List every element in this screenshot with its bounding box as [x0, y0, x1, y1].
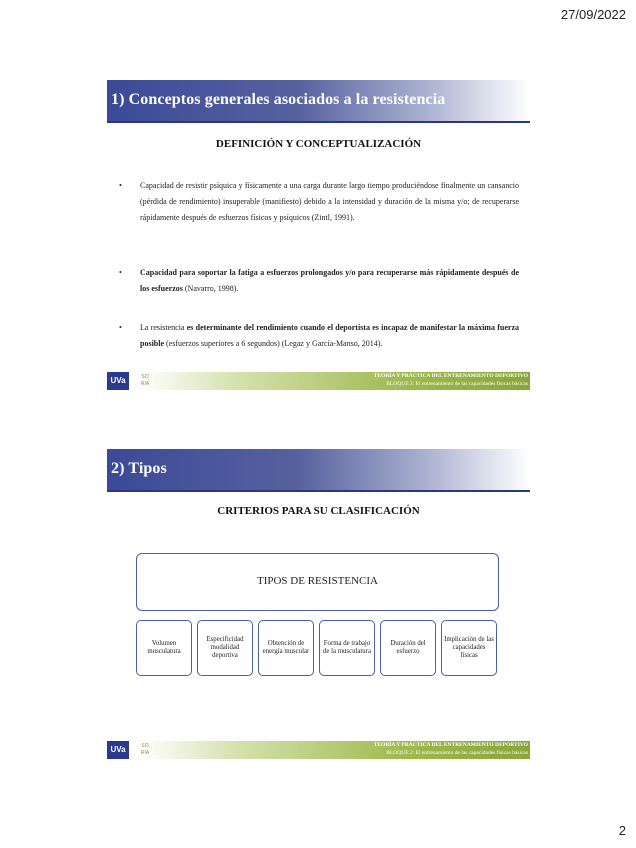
bullet-citation: (Navarro, 1998).: [182, 284, 239, 293]
slide-header: [107, 80, 530, 123]
uva-logo: UVa: [107, 741, 129, 759]
bullet-bold-text: Capacidad para soportar la fatiga a esfuerzos prolongados y/o para recuperarse más rápidamente después de los esfuerzos: [140, 268, 519, 293]
type-box: Obtención de energía muscular: [258, 620, 314, 676]
slide-1: [107, 80, 530, 400]
slide-subtitle: DEFINICIÓN Y CONCEPTUALIZACIÓN: [215, 138, 422, 150]
uva-logo: UVa: [107, 372, 129, 390]
bullet-citation: (esfuerzos superiores a 6 segundos) (Legaz y García-Manso, 2014).: [164, 339, 383, 348]
type-box: Forma de trabajo de la musculatura: [319, 620, 375, 676]
bullet-text: [119, 265, 519, 297]
bullet-marker: •: [119, 323, 122, 332]
type-box: Volumen musculatura: [136, 620, 192, 676]
page-number: 2: [618, 823, 626, 838]
bullet-text: Capacidad de resistir psíquica y físicamente a una carga durante largo tiempo produciéndose finalmente un cansancio (pérdida de rendimiento) insuperable (manifiesto) debido a la intensidad y duración de la misma y/o; de recuperarse rápidamente después de esfuerzos físicos y psíquicos (Zintl, 1991).: [140, 181, 519, 222]
slide-title: 1) Conceptos generales asociados a la resistencia: [111, 91, 446, 108]
footer-block-title: BLOQUE 2: El entrenamiento de las capacidades físicas básicas: [386, 381, 528, 387]
slide-title: 2) Tipos: [111, 460, 167, 477]
slide-2: [107, 449, 530, 769]
bullet-item: [119, 320, 519, 352]
slide-header: [107, 449, 530, 492]
page-date: 27/09/2022: [560, 7, 626, 22]
type-box: Duración del esfuerzo: [380, 620, 436, 676]
bullet-marker: •: [119, 268, 122, 277]
bullet-marker: •: [119, 181, 122, 190]
slide-footer: [107, 741, 530, 759]
type-box: Especificidad modalidad deportiva: [197, 620, 253, 676]
bullet-lead-text: La resistencia: [140, 323, 187, 332]
slide-footer: [107, 372, 530, 390]
slide-subtitle: CRITERIOS PARA SU CLASIFICACIÓN: [217, 505, 420, 517]
bullet-text: [119, 320, 519, 352]
bullet-item: [119, 265, 519, 297]
bullet-item: [119, 178, 519, 226]
bullet-bold-text: es determinante del rendimiento cuando el deportista es incapaz de manifestar la máxima fuerza posible: [140, 323, 520, 348]
campus-logo: SO RIA: [140, 743, 150, 756]
footer-block-title: BLOQUE 2: El entrenamiento de las capacidades físicas básicas: [386, 750, 528, 756]
footer-course-title: TEORÍA Y PRÁCTICA DEL ENTRENAMIENTO DEPORTIVO: [373, 373, 528, 379]
campus-logo: SO RIA: [140, 374, 150, 387]
type-box: Implicación de las capacidades físicas: [441, 620, 497, 676]
footer-course-title: TEORÍA Y PRÁCTICA DEL ENTRENAMIENTO DEPORTIVO: [373, 742, 528, 748]
types-main-box: TIPOS DE RESISTENCIA: [136, 553, 499, 611]
